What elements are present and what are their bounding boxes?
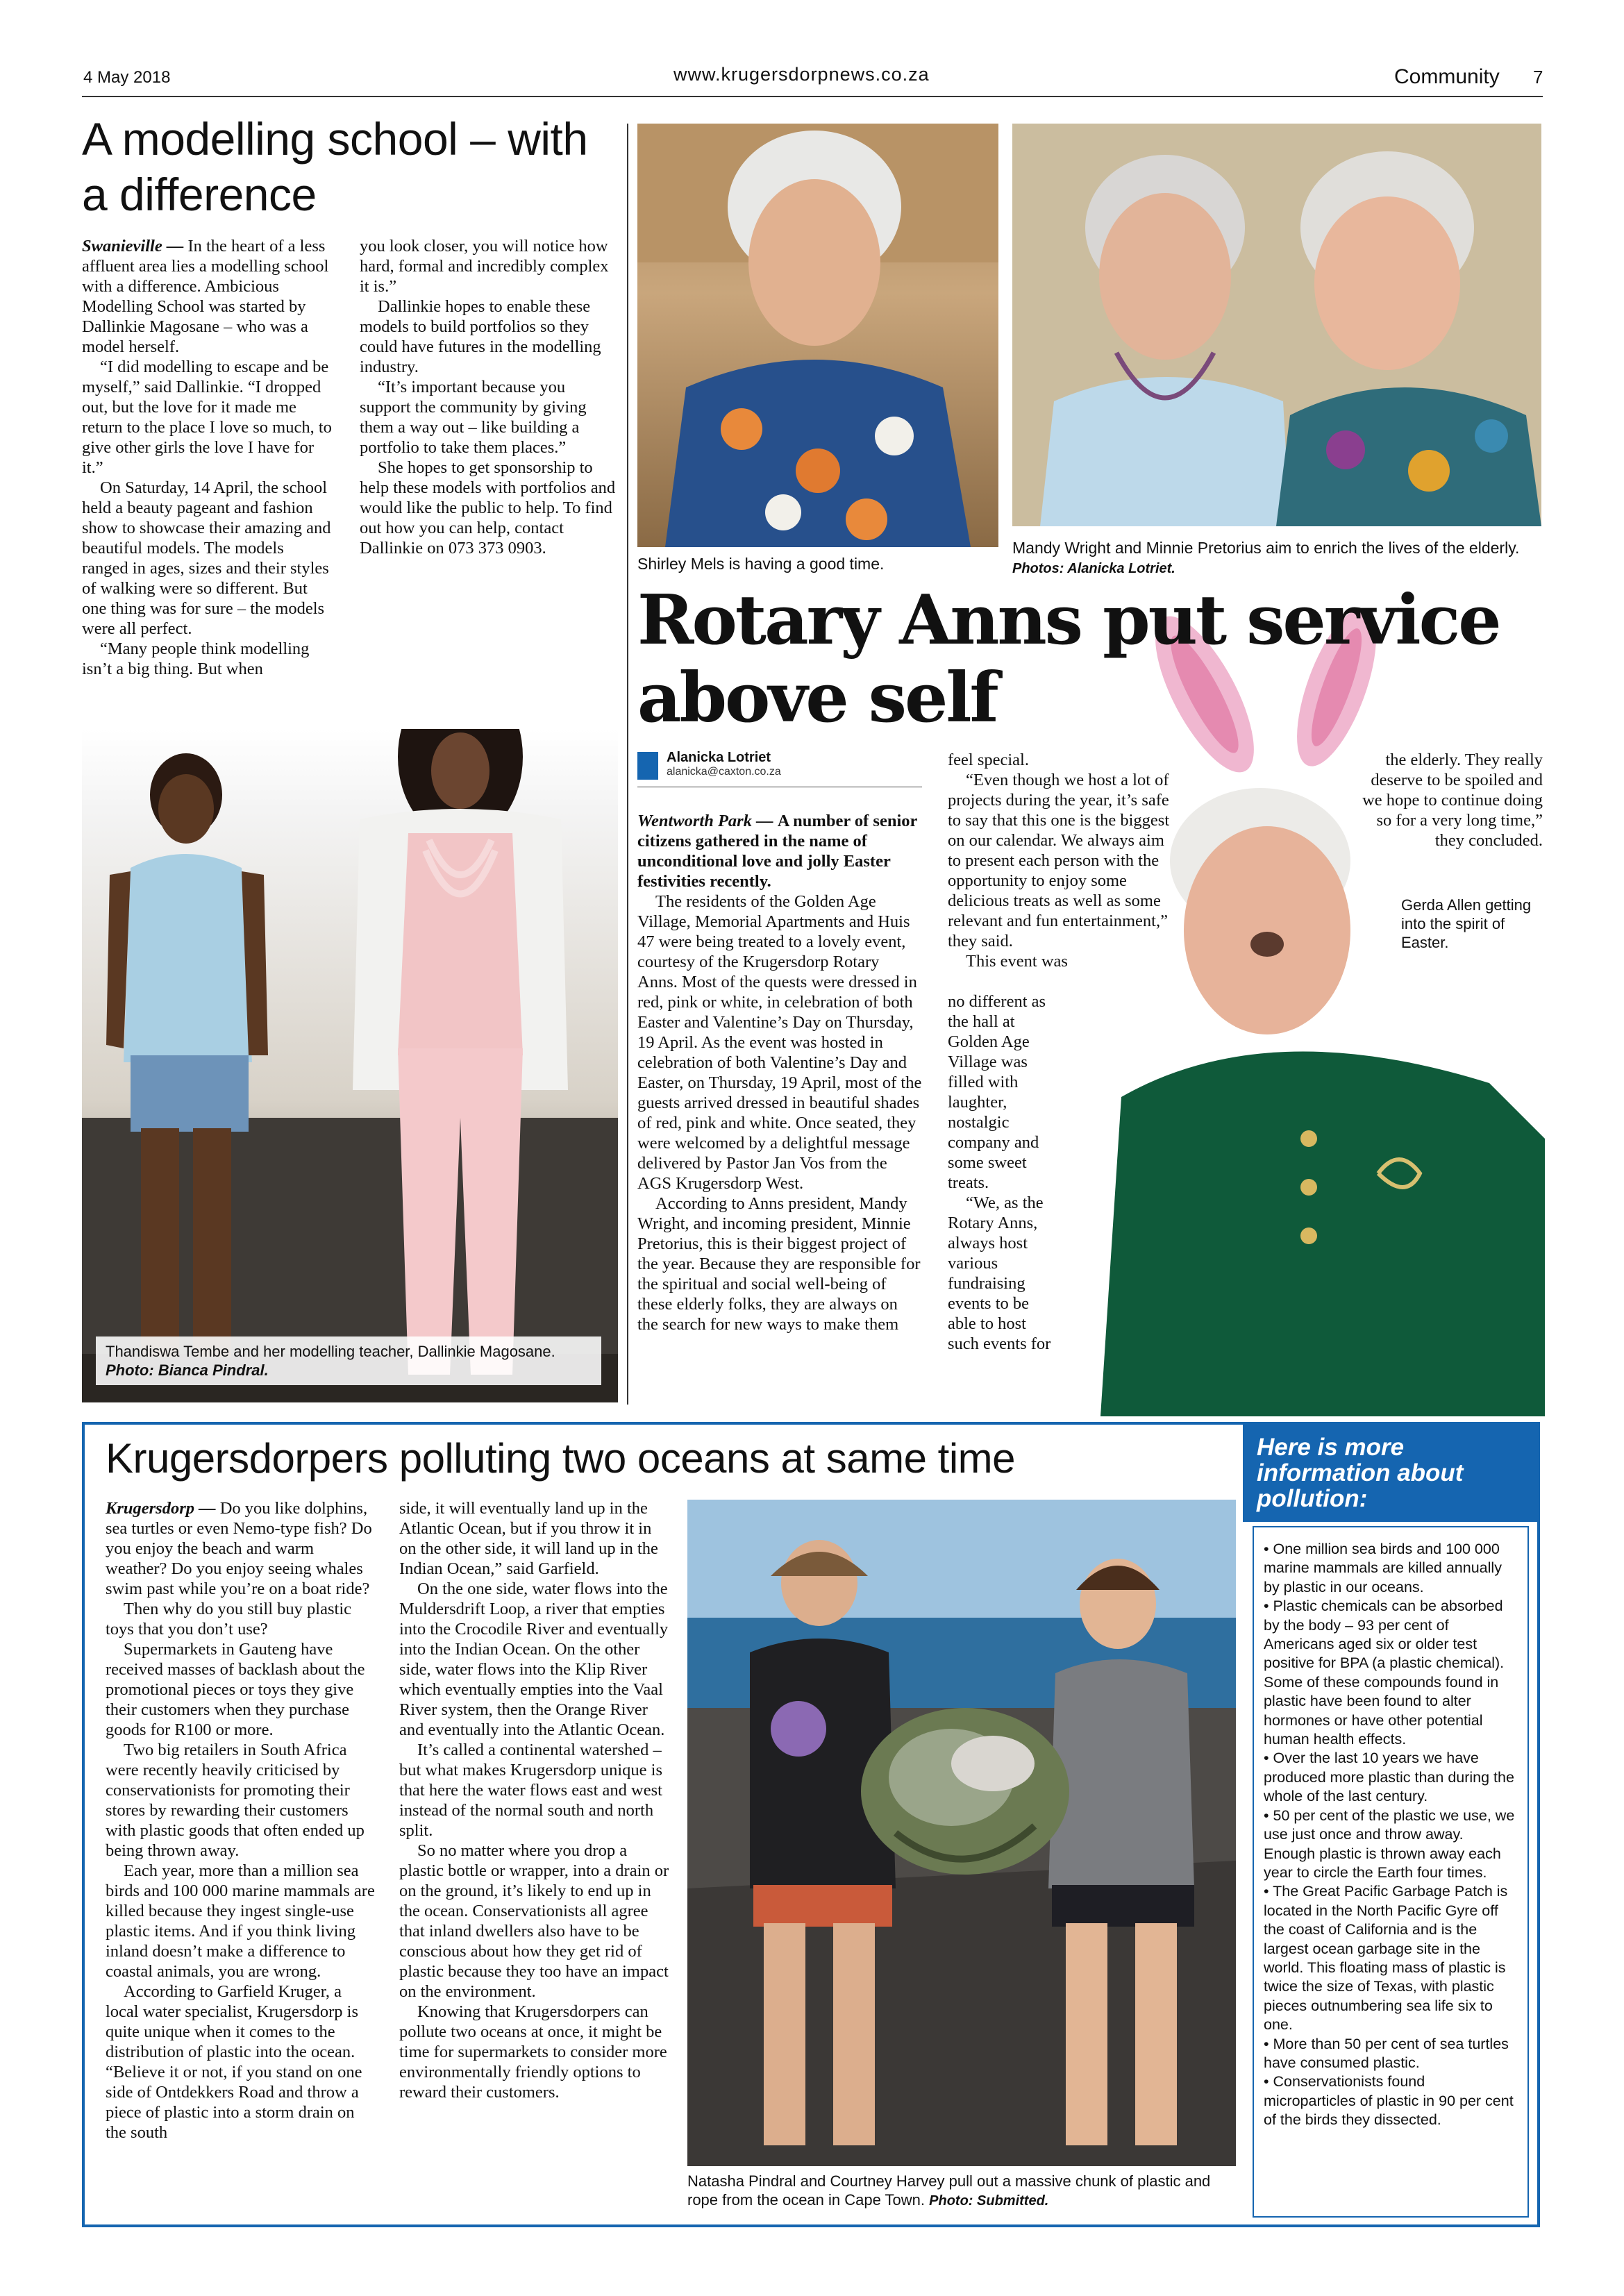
models-illustration	[82, 729, 618, 1402]
fact-item: • Conservationists found microparticles of plastic in 90 per cent of the birds they dissected.	[1264, 2073, 1514, 2129]
paragraph: Supermarkets in Gauteng have received masses of backlash about the promotional pieces or toys they give their customers when they purchase goods for R100 or more.	[106, 1640, 365, 1739]
fact-item: • One million sea birds and 100 000 marine mammals are killed annually by plastic in our oceans.	[1264, 1541, 1502, 1595]
headline-line-1: Rotary Anns put service	[637, 580, 1500, 660]
headline-pollution: Krugersdorpers polluting two oceans at same time	[106, 1435, 1016, 1482]
intro: A number of senior citizens gathered in the name of unconditional love and jolly Easter festivities recently.	[637, 812, 917, 891]
paragraph: According to Garfield Kruger, a local water specialist, Krugersdorp is quite unique when it comes to the distribution of plastic into the ocean. “Believe it or not, if you stand on one side of Ontdekkers Road and throw a piece of plastic into a storm drain on the south	[106, 1982, 362, 2142]
dateline: Wentworth Park —	[637, 812, 773, 830]
mandy-minnie-caption	[1012, 538, 1540, 578]
shirley-illustration	[637, 124, 998, 547]
headline-line-1: A modelling school – with	[82, 113, 588, 165]
shirley-caption: Shirley Mels is having a good time.	[637, 555, 885, 573]
pollution-column-1	[106, 1498, 376, 2143]
pollution-column-2	[399, 1498, 671, 2102]
fact-item: • Plastic chemicals can be absorbed by the body – 93 per cent of Americans aged six or older test positive for BPA (a plastic chemical). Some of these compounds found in plastic have been found to alter hormones or have other potential human health effects.	[1264, 1598, 1505, 1748]
beach-illustration	[687, 1500, 1236, 2166]
byline-email[interactable]: alanicka@caxton.co.za	[667, 766, 781, 778]
fact-item: • Over the last 10 years we have produced more plastic than during the whole of the last century.	[1264, 1750, 1514, 1805]
rotary-column-3	[1361, 750, 1543, 850]
photo-credit: Photo: Submitted.	[929, 2193, 1049, 2209]
facts-list-container	[1253, 1526, 1529, 2218]
paragraph: Knowing that Krugersdorpers can pollute two oceans at once, it might be time for supermarkets to consider more environmentally friendly options to reward their customers.	[399, 2002, 667, 2102]
dateline: Swanieville —	[82, 237, 184, 255]
headline-modelling	[82, 111, 588, 222]
paragraph: “Many people think modelling isn’t a big thing. But when	[82, 639, 310, 678]
beach-photo	[687, 1500, 1236, 2166]
page-date: 4 May 2018	[83, 68, 171, 87]
paragraph: So no matter where you drop a plastic bottle or wrapper, into a drain or on the ground, it’s likely to end up in the ocean. Conservationists all agree that inland dwellers also have to be conscious about how they get rid of plastic because they too have an impact on the environment.	[399, 1841, 669, 2001]
headline-line-2: a difference	[82, 169, 317, 220]
paragraph: no different as the hall at Golden Age Village was filled with laughter, nostalgic company and some sweet treats.	[948, 992, 1046, 1192]
fact-item: • More than 50 per cent of sea turtles have consumed plastic.	[1264, 2035, 1509, 2071]
models-caption	[96, 1336, 601, 1385]
rotary-column-1	[637, 811, 922, 1334]
paragraph: Each year, more than a million sea birds and 100 000 marine mammals are killed because they ingest single-use plastic items. And if you think living inland doesn’t make a difference to coastal animals, you are wrong.	[106, 1861, 375, 1981]
mandy-minnie-illustration	[1012, 124, 1541, 526]
paragraph: Do you like dolphins, sea turtles or even Nemo-type fish? Do you enjoy the beach and warm weather? Do you enjoy seeing whales swim past while you’re on a boat ride?	[106, 1499, 372, 1598]
website-url[interactable]: www.krugersdorpnews.co.za	[673, 64, 930, 85]
paragraph: you look closer, you will notice how hard, formal and incredibly complex it is.”	[360, 237, 609, 296]
byline	[667, 750, 781, 778]
paragraph: the elderly. They really deserve to be spoiled and we hope to continue doing so for a very long time,” they concluded.	[1362, 751, 1543, 850]
paragraph: “We, as the Rotary Anns, always host various fundraising events to be able to host such events for	[948, 1193, 1051, 1353]
shirley-photo	[637, 124, 998, 547]
caption-text: Natasha Pindral and Courtney Harvey pull out a massive chunk of plastic and rope from the ocean in Cape Town.	[687, 2172, 1211, 2209]
paragraph: On the one side, water flows into the Muldersdrift Loop, a river that empties into the Crocodile River and eventually into the Indian Ocean. On the other side, water flows into the Klip River which eventually empties into the Vaal River system, then the Orange River and eventually into the Atlantic Ocean.	[399, 1579, 669, 1739]
modelling-column-2	[360, 236, 617, 558]
paragraph: Dallinkie hopes to enable these models to build portfolios so they could have futures in the modelling industry.	[360, 297, 601, 376]
paragraph: In the heart of a less affluent area lies a modelling school with a difference. Ambicious Modelling School was started by Dallinkie Magosane – who was a model herself.	[82, 237, 329, 356]
headline-rotary	[637, 582, 1500, 737]
modelling-column-1	[82, 236, 332, 679]
caption-text: Thandiswa Tembe and her modelling teacher, Dallinkie Magosane.	[106, 1343, 555, 1360]
paragraph: feel special.	[948, 751, 1029, 769]
facts-sidebar	[1243, 1425, 1537, 2224]
models-photo	[82, 729, 618, 1402]
paragraph: According to Anns president, Mandy Wright, and incoming president, Minnie Pretorius, this is their biggest project of the year. Because they are responsible for the spiritual and social well-being of these elderly folks, they are always on the search for new ways to make them	[637, 1194, 921, 1334]
column-divider	[627, 124, 628, 1405]
dateline: Krugersdorp —	[106, 1499, 216, 1518]
beach-caption	[687, 2172, 1236, 2211]
paragraph: On Saturday, 14 April, the school held a beauty pageant and fashion show to showcase their amazing and beautiful models. The models ranged in ages, sizes and their styles of walking were so different. But one thing was for sure – the models were all perfect.	[82, 478, 331, 638]
paragraph: “It’s important because you support the community by giving them a way out – like building a portfolio to take them places.”	[360, 378, 587, 457]
byline-name: Alanicka Lotriet	[667, 750, 771, 765]
headline-line-2: above self	[637, 658, 997, 738]
gerda-caption: Gerda Allen getting into the spirit of Easter.	[1401, 896, 1532, 951]
rotary-column-2-top	[948, 750, 1177, 971]
rotary-column-2-bottom	[948, 991, 1052, 1354]
facts-list	[1264, 1540, 1518, 2130]
photo-credit: Photo: Bianca Pindral.	[106, 1361, 269, 1379]
paragraph: She hopes to get sponsorship to help these models with portfolios and would like the public to help. To find out how you can help, contact Dallinkie on 073 373 0903.	[360, 458, 616, 558]
facts-sidebar-header	[1243, 1425, 1537, 1522]
paragraph: The residents of the Golden Age Village, Memorial Apartments and Huis 47 were being treated to a lovely event, courtesy of the Krugersdorp Rotary Anns. Most of the quests were dressed in red, pink or white, in celebration of both Easter and Valentine’s Day on Thursday, 19 April. As the event was hosted in celebration of both Valentine’s Day and Easter, on Thursday, 19 April, most of the guests arrived dressed in beautiful shades of red, pink and white. Once seated, they were welcomed by a delightful message delivered by Pastor Jan Vos from the AGS Krugersdorp West.	[637, 892, 922, 1193]
paragraph: This event was	[966, 952, 1068, 971]
photo-credit: Photos: Alanicka Lotriet.	[1012, 561, 1175, 576]
mandy-minnie-photo	[1012, 124, 1541, 526]
section-name: Community	[1394, 65, 1500, 88]
fact-item: • The Great Pacific Garbage Patch is located in the North Pacific Gyre off the coast of California and is the largest ocean garbage site in the world. This floating mass of plastic is twice the size of Texas, with plastic pieces outnumbering sea life six to one.	[1264, 1883, 1508, 2034]
byline-marker	[637, 752, 658, 780]
paragraph: It’s called a continental watershed – but what makes Krugersdorp unique is that here the water flows east and west instead of the normal south and north split.	[399, 1741, 662, 1840]
paragraph: Two big retailers in South Africa were recently heavily criticised by conservationists for promoting their stores by rewarding their customers with plastic goods that often ended up being thrown away.	[106, 1741, 365, 1860]
paragraph: “Even though we host a lot of projects during the year, it’s safe to say that this one is the biggest on our calendar. We always aim to present each person with the opportunity to enjoy some delicious treats as well as some relevant and fun entertainment,” they said.	[948, 771, 1170, 950]
paragraph: Then why do you still buy plastic toys that you don’t use?	[106, 1600, 351, 1639]
header-rule	[82, 96, 1543, 97]
facts-sidebar-title: Here is more information about pollution:	[1257, 1434, 1464, 1512]
paragraph: “I did modelling to escape and be myself,” said Dallinkie. “I dropped out, but the love for it made me return to the place I love so much, to give other girls the love I have for it.”	[82, 358, 332, 477]
paragraph: side, it will eventually land up in the Atlantic Ocean, but if you throw it in on the other side, it will land up in the Indian Ocean,” said Garfield.	[399, 1499, 658, 1578]
caption-text: Mandy Wright and Minnie Pretorius aim to enrich the lives of the elderly.	[1012, 539, 1520, 557]
page-number: 7	[1533, 67, 1543, 87]
fact-item: • 50 per cent of the plastic we use, we use just once and throw away. Enough plastic is thrown away each year to circle the Earth four times.	[1264, 1807, 1515, 1881]
